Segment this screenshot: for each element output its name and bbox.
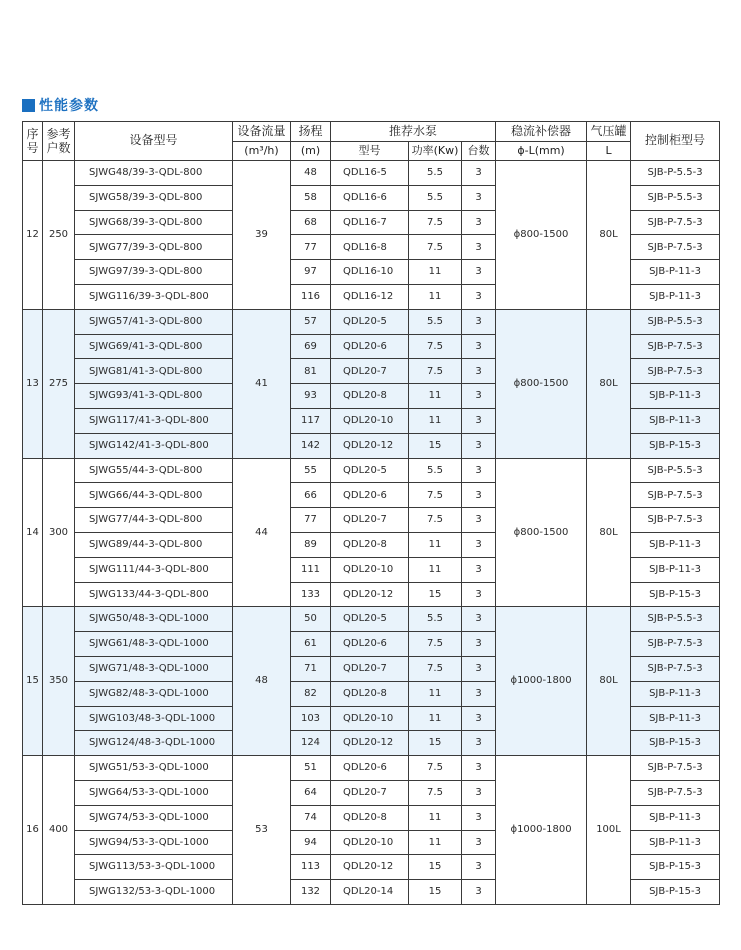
tank-cell: 80L — [587, 161, 631, 310]
head-cell: 48 — [291, 161, 331, 186]
model-cell: SJWG111/44-3-QDL-800 — [75, 557, 233, 582]
cabinet-cell: SJB-P-5.5-3 — [631, 185, 720, 210]
pump-model-cell: QDL20-12 — [331, 433, 409, 458]
cabinet-cell: SJB-P-11-3 — [631, 557, 720, 582]
header-pump: 推荐水泵 — [331, 122, 496, 142]
pump-model-cell: QDL20-10 — [331, 706, 409, 731]
head-cell: 69 — [291, 334, 331, 359]
model-cell: SJWG69/41-3-QDL-800 — [75, 334, 233, 359]
pump-count-cell: 3 — [462, 780, 496, 805]
head-cell: 71 — [291, 656, 331, 681]
head-cell: 142 — [291, 433, 331, 458]
model-cell: SJWG64/53-3-QDL-1000 — [75, 780, 233, 805]
pump-count-cell: 3 — [462, 433, 496, 458]
cabinet-cell: SJB-P-7.5-3 — [631, 632, 720, 657]
pump-model-cell: QDL20-7 — [331, 508, 409, 533]
pump-model-cell: QDL20-6 — [331, 756, 409, 781]
pump-power-cell: 5.5 — [409, 185, 462, 210]
pump-count-cell: 3 — [462, 681, 496, 706]
cabinet-cell: SJB-P-11-3 — [631, 706, 720, 731]
model-cell: SJWG82/48-3-QDL-1000 — [75, 681, 233, 706]
cabinet-cell: SJB-P-7.5-3 — [631, 359, 720, 384]
pump-power-cell: 11 — [409, 805, 462, 830]
pump-count-cell: 3 — [462, 607, 496, 632]
pump-power-cell: 7.5 — [409, 359, 462, 384]
pump-model-cell: QDL20-5 — [331, 458, 409, 483]
tank-cell: 80L — [587, 607, 631, 756]
model-cell: SJWG97/39-3-QDL-800 — [75, 260, 233, 285]
pump-count-cell: 3 — [462, 408, 496, 433]
model-cell: SJWG133/44-3-QDL-800 — [75, 582, 233, 607]
pump-model-cell: QDL20-8 — [331, 805, 409, 830]
households-cell: 250 — [43, 161, 75, 310]
cabinet-cell: SJB-P-7.5-3 — [631, 235, 720, 260]
pump-model-cell: QDL20-12 — [331, 582, 409, 607]
pump-count-cell: 3 — [462, 508, 496, 533]
pump-count-cell: 3 — [462, 483, 496, 508]
pump-model-cell: QDL16-8 — [331, 235, 409, 260]
model-cell: SJWG117/41-3-QDL-800 — [75, 408, 233, 433]
pump-count-cell: 3 — [462, 161, 496, 186]
header-flow: 设备流量 — [233, 122, 291, 142]
cabinet-cell: SJB-P-15-3 — [631, 855, 720, 880]
model-cell: SJWG116/39-3-QDL-800 — [75, 284, 233, 309]
head-cell: 55 — [291, 458, 331, 483]
households-cell: 400 — [43, 756, 75, 905]
pump-count-cell: 3 — [462, 260, 496, 285]
head-cell: 74 — [291, 805, 331, 830]
cabinet-cell: SJB-P-5.5-3 — [631, 161, 720, 186]
model-cell: SJWG55/44-3-QDL-800 — [75, 458, 233, 483]
cabinet-cell: SJB-P-7.5-3 — [631, 334, 720, 359]
pump-count-cell: 3 — [462, 384, 496, 409]
pump-power-cell: 7.5 — [409, 334, 462, 359]
pump-power-cell: 5.5 — [409, 309, 462, 334]
pump-count-cell: 3 — [462, 582, 496, 607]
section-title: 性能参数 — [39, 98, 99, 114]
pump-model-cell: QDL20-10 — [331, 408, 409, 433]
header-tank-unit: L — [587, 142, 631, 161]
table-row — [23, 309, 720, 334]
cabinet-cell: SJB-P-7.5-3 — [631, 210, 720, 235]
table-row — [23, 161, 720, 186]
cabinet-cell: SJB-P-11-3 — [631, 532, 720, 557]
header-seq: 序号 — [23, 122, 43, 161]
cabinet-cell: SJB-P-11-3 — [631, 681, 720, 706]
header-compensator: 稳流补偿器 — [496, 122, 587, 142]
head-cell: 81 — [291, 359, 331, 384]
pump-count-cell: 3 — [462, 880, 496, 905]
cabinet-cell: SJB-P-7.5-3 — [631, 780, 720, 805]
model-cell: SJWG71/48-3-QDL-1000 — [75, 656, 233, 681]
households-cell: 275 — [43, 309, 75, 458]
households-cell: 300 — [43, 458, 75, 607]
table-body — [23, 161, 720, 905]
pump-count-cell: 3 — [462, 309, 496, 334]
head-cell: 51 — [291, 756, 331, 781]
pump-model-cell: QDL20-8 — [331, 384, 409, 409]
pump-power-cell: 11 — [409, 830, 462, 855]
pump-model-cell: QDL20-6 — [331, 632, 409, 657]
pump-count-cell: 3 — [462, 359, 496, 384]
head-cell: 58 — [291, 185, 331, 210]
head-cell: 64 — [291, 780, 331, 805]
pump-count-cell: 3 — [462, 855, 496, 880]
model-cell: SJWG93/41-3-QDL-800 — [75, 384, 233, 409]
model-cell: SJWG51/53-3-QDL-1000 — [75, 756, 233, 781]
pump-power-cell: 15 — [409, 880, 462, 905]
pump-power-cell: 11 — [409, 284, 462, 309]
flow-cell: 41 — [233, 309, 291, 458]
model-cell: SJWG74/53-3-QDL-1000 — [75, 805, 233, 830]
flow-cell: 39 — [233, 161, 291, 310]
pump-power-cell: 15 — [409, 731, 462, 756]
model-cell: SJWG57/41-3-QDL-800 — [75, 309, 233, 334]
pump-power-cell: 7.5 — [409, 632, 462, 657]
model-cell: SJWG124/48-3-QDL-1000 — [75, 731, 233, 756]
cabinet-cell: SJB-P-11-3 — [631, 384, 720, 409]
header-head-unit: (m) — [291, 142, 331, 161]
table-row — [23, 458, 720, 483]
model-cell: SJWG50/48-3-QDL-1000 — [75, 607, 233, 632]
seq-cell: 13 — [23, 309, 43, 458]
pump-model-cell: QDL20-12 — [331, 855, 409, 880]
cabinet-cell: SJB-P-11-3 — [631, 284, 720, 309]
cabinet-cell: SJB-P-15-3 — [631, 433, 720, 458]
pump-power-cell: 11 — [409, 681, 462, 706]
header-row-1 — [23, 122, 720, 142]
cabinet-cell: SJB-P-7.5-3 — [631, 508, 720, 533]
compensator-cell: ϕ1000-1800 — [496, 756, 587, 905]
cabinet-cell: SJB-P-7.5-3 — [631, 756, 720, 781]
pump-count-cell: 3 — [462, 756, 496, 781]
table-row — [23, 756, 720, 781]
pump-power-cell: 7.5 — [409, 235, 462, 260]
model-cell: SJWG132/53-3-QDL-1000 — [75, 880, 233, 905]
head-cell: 97 — [291, 260, 331, 285]
pump-count-cell: 3 — [462, 805, 496, 830]
cabinet-cell: SJB-P-7.5-3 — [631, 656, 720, 681]
cabinet-cell: SJB-P-5.5-3 — [631, 458, 720, 483]
pump-model-cell: QDL16-5 — [331, 161, 409, 186]
pump-power-cell: 11 — [409, 408, 462, 433]
pump-power-cell: 5.5 — [409, 161, 462, 186]
head-cell: 82 — [291, 681, 331, 706]
pump-count-cell: 3 — [462, 532, 496, 557]
section-square-icon — [22, 99, 35, 112]
head-cell: 116 — [291, 284, 331, 309]
pump-model-cell: QDL16-12 — [331, 284, 409, 309]
pump-model-cell: QDL20-6 — [331, 334, 409, 359]
pump-model-cell: QDL20-14 — [331, 880, 409, 905]
tank-cell: 80L — [587, 309, 631, 458]
pump-count-cell: 3 — [462, 830, 496, 855]
pump-model-cell: QDL20-12 — [331, 731, 409, 756]
header-pump-model: 型号 — [331, 142, 409, 161]
head-cell: 68 — [291, 210, 331, 235]
model-cell: SJWG66/44-3-QDL-800 — [75, 483, 233, 508]
head-cell: 103 — [291, 706, 331, 731]
head-cell: 117 — [291, 408, 331, 433]
pump-count-cell: 3 — [462, 458, 496, 483]
pump-count-cell: 3 — [462, 210, 496, 235]
model-cell: SJWG68/39-3-QDL-800 — [75, 210, 233, 235]
tank-cell: 100L — [587, 756, 631, 905]
cabinet-cell: SJB-P-7.5-3 — [631, 483, 720, 508]
pump-model-cell: QDL20-5 — [331, 309, 409, 334]
flow-cell: 48 — [233, 607, 291, 756]
pump-model-cell: QDL20-5 — [331, 607, 409, 632]
head-cell: 50 — [291, 607, 331, 632]
head-cell: 77 — [291, 508, 331, 533]
pump-model-cell: QDL20-7 — [331, 780, 409, 805]
head-cell: 133 — [291, 582, 331, 607]
head-cell: 61 — [291, 632, 331, 657]
seq-cell: 14 — [23, 458, 43, 607]
model-cell: SJWG113/53-3-QDL-1000 — [75, 855, 233, 880]
pump-power-cell: 15 — [409, 855, 462, 880]
pump-model-cell: QDL20-10 — [331, 830, 409, 855]
pump-power-cell: 7.5 — [409, 780, 462, 805]
pump-count-cell: 3 — [462, 706, 496, 731]
pump-power-cell: 7.5 — [409, 656, 462, 681]
cabinet-cell: SJB-P-5.5-3 — [631, 309, 720, 334]
header-flow-unit: (m³/h) — [233, 142, 291, 161]
model-cell: SJWG89/44-3-QDL-800 — [75, 532, 233, 557]
table-row — [23, 607, 720, 632]
head-cell: 124 — [291, 731, 331, 756]
pump-count-cell: 3 — [462, 632, 496, 657]
head-cell: 113 — [291, 855, 331, 880]
header-compensator-unit: ϕ-L(mm) — [496, 142, 587, 161]
model-cell: SJWG48/39-3-QDL-800 — [75, 161, 233, 186]
pump-power-cell: 7.5 — [409, 483, 462, 508]
pump-model-cell: QDL20-8 — [331, 681, 409, 706]
cabinet-cell: SJB-P-11-3 — [631, 260, 720, 285]
model-cell: SJWG58/39-3-QDL-800 — [75, 185, 233, 210]
section-heading — [22, 96, 99, 114]
model-cell: SJWG142/41-3-QDL-800 — [75, 433, 233, 458]
pump-model-cell: QDL16-6 — [331, 185, 409, 210]
head-cell: 111 — [291, 557, 331, 582]
pump-count-cell: 3 — [462, 185, 496, 210]
pump-count-cell: 3 — [462, 334, 496, 359]
flow-cell: 53 — [233, 756, 291, 905]
pump-model-cell: QDL16-7 — [331, 210, 409, 235]
seq-cell: 16 — [23, 756, 43, 905]
cabinet-cell: SJB-P-15-3 — [631, 880, 720, 905]
model-cell: SJWG77/39-3-QDL-800 — [75, 235, 233, 260]
head-cell: 57 — [291, 309, 331, 334]
head-cell: 93 — [291, 384, 331, 409]
seq-cell: 12 — [23, 161, 43, 310]
header-cabinet: 控制柜型号 — [631, 122, 720, 161]
tank-cell: 80L — [587, 458, 631, 607]
cabinet-cell: SJB-P-15-3 — [631, 582, 720, 607]
pump-power-cell: 15 — [409, 433, 462, 458]
cabinet-cell: SJB-P-11-3 — [631, 408, 720, 433]
seq-cell: 15 — [23, 607, 43, 756]
compensator-cell: ϕ800-1500 — [496, 309, 587, 458]
head-cell: 132 — [291, 880, 331, 905]
header-tank: 气压罐 — [587, 122, 631, 142]
pump-count-cell: 3 — [462, 557, 496, 582]
pump-power-cell: 11 — [409, 260, 462, 285]
pump-power-cell: 11 — [409, 706, 462, 731]
compensator-cell: ϕ1000-1800 — [496, 607, 587, 756]
cabinet-cell: SJB-P-15-3 — [631, 731, 720, 756]
header-head: 扬程 — [291, 122, 331, 142]
pump-count-cell: 3 — [462, 284, 496, 309]
pump-power-cell: 15 — [409, 582, 462, 607]
model-cell: SJWG61/48-3-QDL-1000 — [75, 632, 233, 657]
head-cell: 89 — [291, 532, 331, 557]
pump-model-cell: QDL16-10 — [331, 260, 409, 285]
model-cell: SJWG81/41-3-QDL-800 — [75, 359, 233, 384]
header-households: 参考户数 — [43, 122, 75, 161]
pump-power-cell: 5.5 — [409, 458, 462, 483]
pump-model-cell: QDL20-8 — [331, 532, 409, 557]
pump-power-cell: 5.5 — [409, 607, 462, 632]
pump-count-cell: 3 — [462, 235, 496, 260]
model-cell: SJWG77/44-3-QDL-800 — [75, 508, 233, 533]
model-cell: SJWG103/48-3-QDL-1000 — [75, 706, 233, 731]
flow-cell: 44 — [233, 458, 291, 607]
header-model: 设备型号 — [75, 122, 233, 161]
pump-model-cell: QDL20-7 — [331, 656, 409, 681]
pump-power-cell: 7.5 — [409, 756, 462, 781]
pump-power-cell: 11 — [409, 557, 462, 582]
pump-power-cell: 11 — [409, 384, 462, 409]
cabinet-cell: SJB-P-11-3 — [631, 805, 720, 830]
pump-power-cell: 11 — [409, 532, 462, 557]
households-cell: 350 — [43, 607, 75, 756]
head-cell: 77 — [291, 235, 331, 260]
compensator-cell: ϕ800-1500 — [496, 161, 587, 310]
pump-count-cell: 3 — [462, 656, 496, 681]
pump-power-cell: 7.5 — [409, 508, 462, 533]
head-cell: 66 — [291, 483, 331, 508]
pump-model-cell: QDL20-6 — [331, 483, 409, 508]
cabinet-cell: SJB-P-5.5-3 — [631, 607, 720, 632]
header-pump-power: 功率(Kw) — [409, 142, 462, 161]
pump-model-cell: QDL20-10 — [331, 557, 409, 582]
pump-count-cell: 3 — [462, 731, 496, 756]
pump-model-cell: QDL20-7 — [331, 359, 409, 384]
head-cell: 94 — [291, 830, 331, 855]
model-cell: SJWG94/53-3-QDL-1000 — [75, 830, 233, 855]
header-pump-count: 台数 — [462, 142, 496, 161]
pump-power-cell: 7.5 — [409, 210, 462, 235]
performance-table — [22, 121, 720, 905]
compensator-cell: ϕ800-1500 — [496, 458, 587, 607]
cabinet-cell: SJB-P-11-3 — [631, 830, 720, 855]
